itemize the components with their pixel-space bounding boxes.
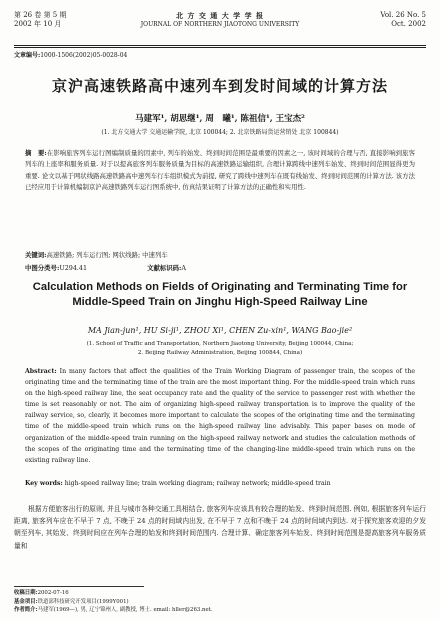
clc-label: 中图分类号: [25, 264, 60, 272]
affiliation-en-1: (1. School of Traffic and Transportation, Northern Jiaotong University, Beijing 100044, China; [86, 341, 354, 347]
header-rule-thin [14, 47, 426, 48]
affiliation-en [0, 340, 440, 358]
journal-header [14, 9, 426, 45]
paper-title-en: Calculation Methods on Fields of Originating and Terminating Time for Middle-Speed Train on Jinghu High-Speed Railway Line [32, 281, 408, 308]
clc-number [25, 263, 87, 274]
bio-value: 马建军(1969—), 男, 辽宁锦州人, 副教授, 博士. email: hller@263.net. [37, 607, 213, 614]
header-right [380, 11, 426, 29]
keywords-en-label: Key words: [25, 480, 63, 487]
date-en: Oct. 2002 [391, 20, 426, 28]
affiliation-cn: (1. 北方交通大学 交通运输学院, 北京 100044; 2. 北京铁路局货运营销处 北京 100844) [101, 129, 339, 136]
body-text: 根据方便旅客出行的原则, 并且与城市各种交通工具相结合, 旅客列车应该具有较合理的始发、终到时间范围. 例如, 根据旅客列车运行距离, 旅客列车应在不早于 7 点, 不晚于 24 点的时间域内出发, 在不早于 7 点和不晚于 24 点的时间域内到达. 对于探究旅客欢迎的夕发朝至列车, 其始发、终到时间应在列车合理的始发和终到时间范围内. 合理计算、确定旅客列车始发、终到时间范围是提高旅客列车服务质量和 [14, 505, 426, 550]
volume-issue-cn: 第 26 卷 第 5 期 [14, 11, 67, 19]
volume-issue-en: Vol. 26 No. 5 [380, 11, 426, 19]
keywords-cn-label: 关键词: [25, 251, 47, 259]
classification [25, 263, 415, 274]
header-rule [14, 45, 426, 46]
abstract-cn-label: 摘 要: [25, 149, 47, 157]
doc-code-value: A [181, 264, 186, 272]
footnote-received [14, 589, 426, 598]
article-id [14, 50, 127, 59]
footnote-rule [14, 586, 144, 587]
keywords-en [25, 479, 415, 489]
doc-code-label: 文献标识码: [147, 264, 182, 272]
journal-name-en: JOURNAL OF NORTHERN JIAOTONG UNIVERSITY [140, 21, 300, 28]
clc-value: U294.41 [59, 264, 88, 272]
footnote-fund [14, 598, 426, 607]
journal-name-cn: 北 方 交 通 大 学 学 报 [175, 11, 265, 20]
received-value: 2002-07-16 [37, 590, 69, 596]
article-id-value: 1000-1506(2002)05-0028-04 [40, 52, 128, 59]
abstract-en-label: Abstract: [25, 368, 57, 375]
keywords-cn [25, 250, 415, 261]
paper-title-cn: 京沪高速铁路高中速列车到发时间域的计算方法 [51, 77, 388, 95]
authors-en: MA Jian-jun¹, HU Si-ji¹, ZHOU Xi¹, CHEN Zu-xin¹, WANG Bao-jie² [87, 326, 353, 335]
footnotes [14, 589, 426, 615]
keywords-en-text: high-speed railway line; train working diagram; railway network; middle-speed train [64, 480, 331, 487]
bio-label: 作者简介: [14, 607, 38, 614]
date-cn: 2002 年 10 月 [14, 20, 62, 28]
affiliation-en-2: 2. Beijing Railway Administration, Beijing 100844, China) [137, 350, 303, 356]
abstract-en [25, 366, 415, 466]
doc-code [147, 263, 186, 274]
footnote-bio [14, 606, 426, 615]
received-label: 收稿日期: [14, 590, 38, 596]
abstract-cn [25, 148, 415, 194]
abstract-en-text: In many factors that affect the qualities of the Train Working Diagram of passenger train, the scopes of the originating time and the terminating time of the train are the most important thing. For the middle-speed train which runs on the high-speed railway line, the seat occupancy rate and the quality of the service to passenger rest with whether the time is set reasonably or not. The aim of organizing high-speed railway transportation is to improve the quality of the railway service, so, clearly, it becomes more important to calculate the scopes of the originating time and the terminating time of the middle-speed train which runs on the high-speed railway line advisably. This paper bases on mode of organization of the middle-speed train running on the high-speed railway network and studies the calculation methods of the scopes of the originating time and the terminating time of the changing-line middle-speed train which runs on the existing railway line. [25, 368, 415, 464]
abstract-cn-text: 在影响旅客列车运行图编制质量的因素中, 列车的始发、终到时间范围是最重要的因素之一, 该时间域的合理与否, 直接影响到旅客列车的上座率和服务质量. 对于以提高旅客列车服务质量为目标的高速铁路运输组织, 合理计算跨线中速列车始发、终到时间范围显得更为重要. 论文以基于网状线路高速铁路高中速列车行车组织模式为前提, 研究了跨线中速列车在既有线始发、终到时间范围的计算方法. 该方法已经应用于计算机编制京沪高速铁路列车运行图系统中, 仿真结果证明了计算方法的正确性和实用性. [25, 149, 416, 192]
fund-label: 基金项目: [14, 598, 38, 605]
header-center [14, 11, 426, 29]
fund-value: 铁道部科技研究开发项目(1999Y001) [37, 598, 129, 605]
article-id-label: 文章编号: [14, 52, 41, 59]
authors-cn: 马建军¹, 胡思继¹, 周 曦¹, 陈祖信¹, 王宝杰² [135, 114, 305, 124]
keywords-cn-text: 高速铁路; 列车运行图; 网状线路; 中速列车 [46, 251, 168, 259]
